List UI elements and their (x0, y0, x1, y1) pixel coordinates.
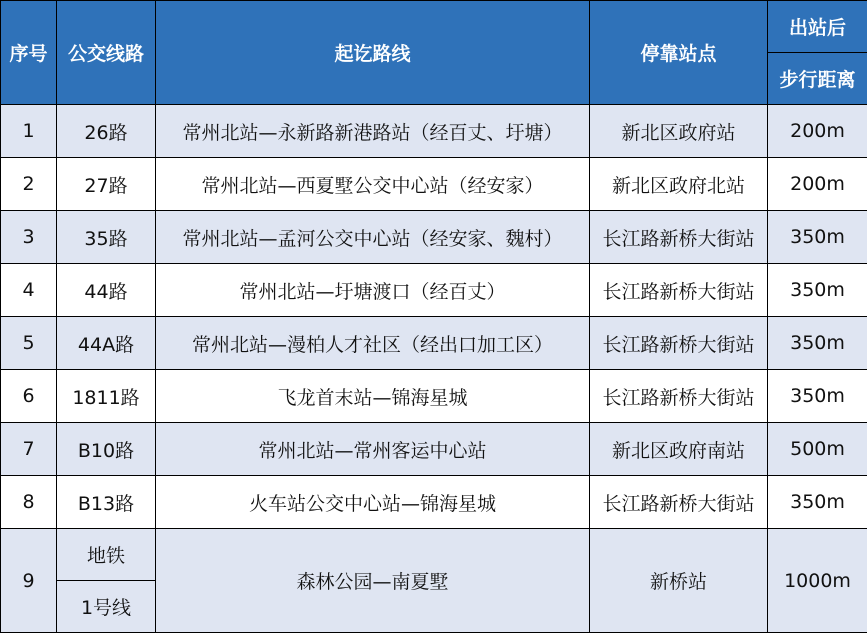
cell-route: 飞龙首末站—锦海星城 (156, 370, 590, 423)
table-row (1, 423, 867, 476)
cell-distance: 350m (768, 211, 867, 264)
cell-stop: 长江路新桥大街站 (590, 476, 768, 529)
cell-route: 常州北站—圩塘渡口（经百丈） (156, 264, 590, 317)
cell-index: 3 (1, 211, 57, 264)
cell-index: 6 (1, 370, 57, 423)
cell-distance: 500m (768, 423, 867, 476)
cell-stop: 新北区政府站 (590, 105, 768, 158)
cell-distance: 350m (768, 476, 867, 529)
cell-bus-line: B10路 (57, 423, 156, 476)
cell-index: 9 (1, 529, 57, 633)
cell-route: 常州北站—漫柏人才社区（经出口加工区） (156, 317, 590, 370)
cell-bus-line: 1811路 (57, 370, 156, 423)
cell-bus-line: 44A路 (57, 317, 156, 370)
cell-route: 常州北站—孟河公交中心站（经安家、魏村） (156, 211, 590, 264)
cell-bus-line: B13路 (57, 476, 156, 529)
cell-index: 7 (1, 423, 57, 476)
cell-stop: 长江路新桥大街站 (590, 264, 768, 317)
header-route: 起讫路线 (156, 1, 590, 105)
cell-distance: 350m (768, 317, 867, 370)
cell-route: 常州北站—常州客运中心站 (156, 423, 590, 476)
cell-distance: 1000m (768, 529, 867, 633)
cell-stop: 长江路新桥大街站 (590, 317, 768, 370)
header-walk-bottom: 步行距离 (768, 53, 867, 105)
table-row (1, 317, 867, 370)
cell-index: 8 (1, 476, 57, 529)
header-bus-line: 公交线路 (57, 1, 156, 105)
cell-stop: 新北区政府南站 (590, 423, 768, 476)
cell-index: 4 (1, 264, 57, 317)
table-row (1, 211, 867, 264)
cell-bus-line: 26路 (57, 105, 156, 158)
cell-stop: 新桥站 (590, 529, 768, 633)
header-stop: 停靠站点 (590, 1, 768, 105)
cell-stop: 长江路新桥大街站 (590, 370, 768, 423)
header-walk-top: 出站后 (768, 1, 867, 53)
cell-index: 5 (1, 317, 57, 370)
header-index: 序号 (1, 1, 57, 105)
cell-distance: 200m (768, 105, 867, 158)
cell-distance: 350m (768, 264, 867, 317)
cell-bus-line-top: 地铁 (57, 529, 156, 581)
cell-stop: 新北区政府北站 (590, 158, 768, 211)
cell-bus-line-bottom: 1号线 (57, 581, 156, 633)
cell-bus-line: 27路 (57, 158, 156, 211)
header-row-top (1, 1, 867, 53)
cell-bus-line: 35路 (57, 211, 156, 264)
table-row (1, 370, 867, 423)
table-row-metro (1, 529, 867, 581)
cell-route: 常州北站—西夏墅公交中心站（经安家） (156, 158, 590, 211)
cell-stop: 长江路新桥大街站 (590, 211, 768, 264)
cell-distance: 200m (768, 158, 867, 211)
cell-index: 1 (1, 105, 57, 158)
table-row (1, 158, 867, 211)
cell-route: 常州北站—永新路新港路站（经百丈、圩塘） (156, 105, 590, 158)
cell-index: 2 (1, 158, 57, 211)
table-body (1, 105, 867, 633)
cell-route: 森林公园—南夏墅 (156, 529, 590, 633)
cell-route: 火车站公交中心站—锦海星城 (156, 476, 590, 529)
table-row (1, 476, 867, 529)
table-row (1, 105, 867, 158)
cell-bus-line: 44路 (57, 264, 156, 317)
cell-distance: 350m (768, 370, 867, 423)
table-row (1, 264, 867, 317)
